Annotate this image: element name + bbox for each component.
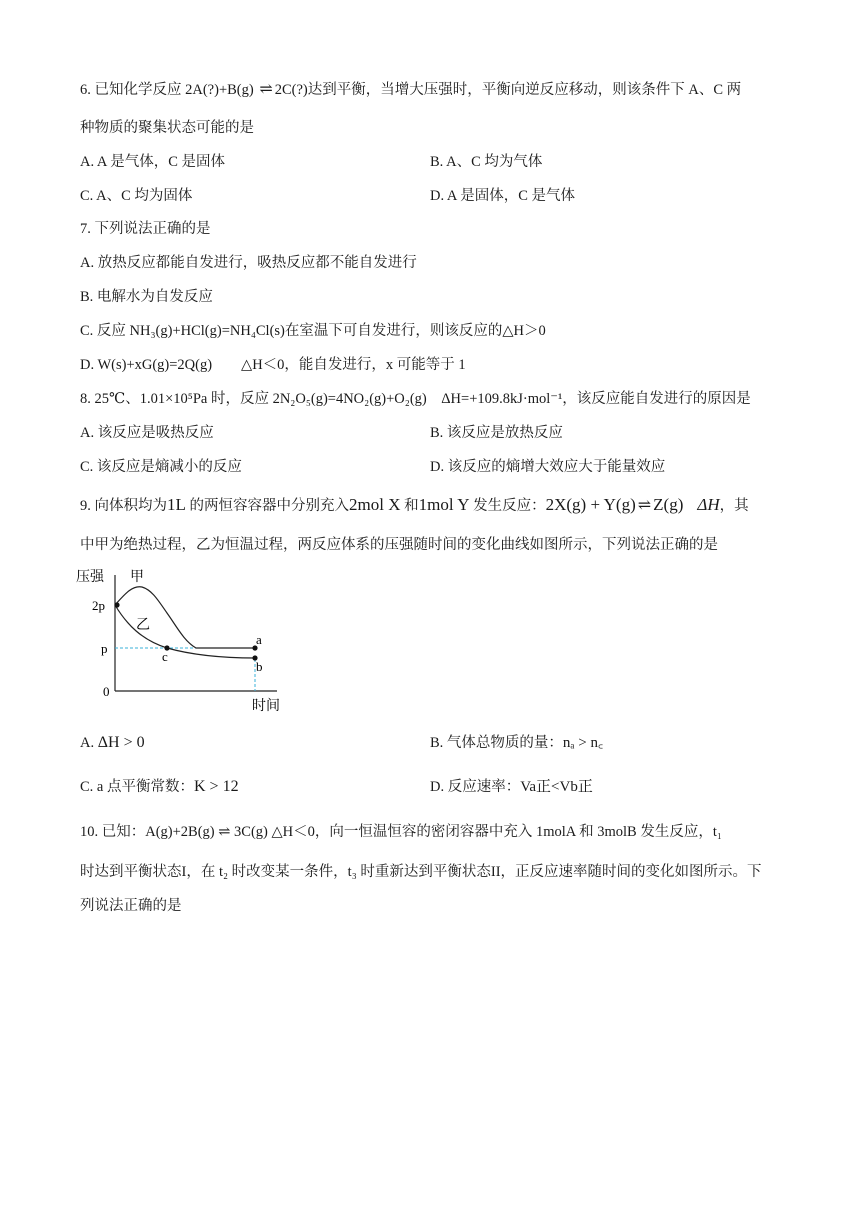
equilibrium-arrow-icon: ⇌ [259, 81, 273, 98]
q9-stem-part2: 的两恒容容器中分别充入 [185, 498, 350, 514]
q6-stem-part1: 6. 已知化学反应 2A(?)+B(g) [80, 82, 258, 98]
point-c-label: c [162, 649, 168, 664]
q10-line2: 时达到平衡状态I，在 t₂ 时改变某一条件，t₃ 时重新达到平衡状态II，正反应速率随时间的变化如图所示。下 [80, 864, 762, 880]
q9-product: Z(g) [653, 495, 684, 514]
q6-option-c: C. A、C 均为固体 [80, 188, 193, 204]
tick-p: p [101, 641, 108, 656]
q7-stem: 7. 下列说法正确的是 [80, 221, 211, 237]
q8-option-b: B. 该反应是放热反应 [430, 425, 563, 441]
q9-y-amount: 1mol Y [418, 495, 470, 514]
q6-line2: 种物质的聚集状态可能的是 [80, 120, 254, 136]
origin-label: 0 [103, 684, 110, 699]
q9-line2: 中甲为绝热过程，乙为恒温过程，两反应体系的压强随时间的变化曲线如图所示，下列说法正确的是 [80, 537, 718, 553]
point-b-label: b [256, 659, 263, 674]
q7-option-d: D. W(s)+xG(g)=2Q(g) △H＜0，能自发进行，x 可能等于 1 [80, 357, 466, 373]
q10-line3: 列说法正确的是 [80, 898, 182, 914]
q9-stem-part1: 9. 向体积均为 [80, 498, 167, 514]
q9-option-c-text: C. a 点平衡常数： [80, 779, 194, 795]
q9-option-a [80, 733, 145, 753]
q7-option-b: B. 电解水为自发反应 [80, 289, 213, 305]
point-a-label: a [256, 632, 262, 647]
q6-stem-part2: 2C(?)达到平衡，当增大压强时，平衡向逆反应移动，则该条件下 A、C 两 [274, 82, 742, 98]
equilibrium-arrow-icon: ⇌ [637, 497, 652, 514]
y-axis-label: 压强 [76, 570, 104, 585]
q9-option-b-expr: nₐ > n꜀ [562, 735, 604, 751]
q9-volume: 1L [167, 495, 186, 514]
q9-option-d [430, 777, 593, 797]
q6-option-b: B. A、C 均为气体 [430, 154, 543, 170]
q6-option-d: D. A 是固体，C 是气体 [430, 188, 576, 204]
q8-option-a: A. 该反应是吸热反应 [80, 425, 214, 441]
q8-option-c: C. 该反应是熵减小的反应 [80, 459, 242, 475]
x-axis-label: 时间 [252, 699, 280, 714]
q9-option-b [430, 733, 603, 753]
curve-yi-label: 乙 [136, 618, 150, 633]
q7-option-c: C. 反应 NH₃(g)+HCl(g)=NH₄Cl(s)在室温下可自发进行，则该反应的△H＞0 [80, 323, 546, 339]
curve-jia-label: 甲 [130, 570, 144, 585]
q9-option-a-expr: ΔH > 0 [97, 734, 145, 751]
q9-reactants: 2X(g) + Y(g) [545, 495, 636, 514]
q9-option-c-expr: K > 12 [193, 778, 239, 795]
q9-option-a-letter: A. [80, 735, 98, 751]
q9-option-d-expr: Va正<Vb正 [520, 779, 593, 795]
tick-2p: 2p [92, 598, 105, 613]
q9-x-amount: 2mol X [349, 495, 401, 514]
q6-line1 [80, 80, 741, 100]
start-point [114, 602, 119, 607]
q9-line1 [80, 495, 749, 516]
q7-option-a: A. 放热反应都能自发进行，吸热反应都不能自发进行 [80, 255, 417, 271]
q9-stem-part5: ，其 [719, 498, 749, 514]
pressure-time-graph [72, 565, 292, 715]
q9-option-b-text: B. 气体总物质的量： [430, 735, 563, 751]
q9-stem-part3: 和 [400, 498, 419, 514]
q9-option-c [80, 777, 239, 797]
q8-stem: 8. 25℃、1.01×10⁵Pa 时，反应 2N₂O₅(g)=4NO₂(g)+O₂(g) ΔH=+109.8kJ·mol⁻¹，该反应能自发进行的原因是 [80, 391, 751, 407]
q9-stem-part4: 发生反应： [469, 498, 546, 514]
q9-delta-h: ΔH [697, 495, 720, 514]
q6-option-a: A. A 是气体，C 是固体 [80, 154, 226, 170]
q8-option-d: D. 该反应的熵增大效应大于能量效应 [430, 459, 666, 475]
q10-line1: 10. 已知：A(g)+2B(g) ⇌ 3C(g) △H＜0，向一恒温恒容的密闭容器中充入 1molA 和 3molB 发生反应，t₁ [80, 824, 722, 840]
q9-option-d-text: D. 反应速率： [430, 779, 521, 795]
